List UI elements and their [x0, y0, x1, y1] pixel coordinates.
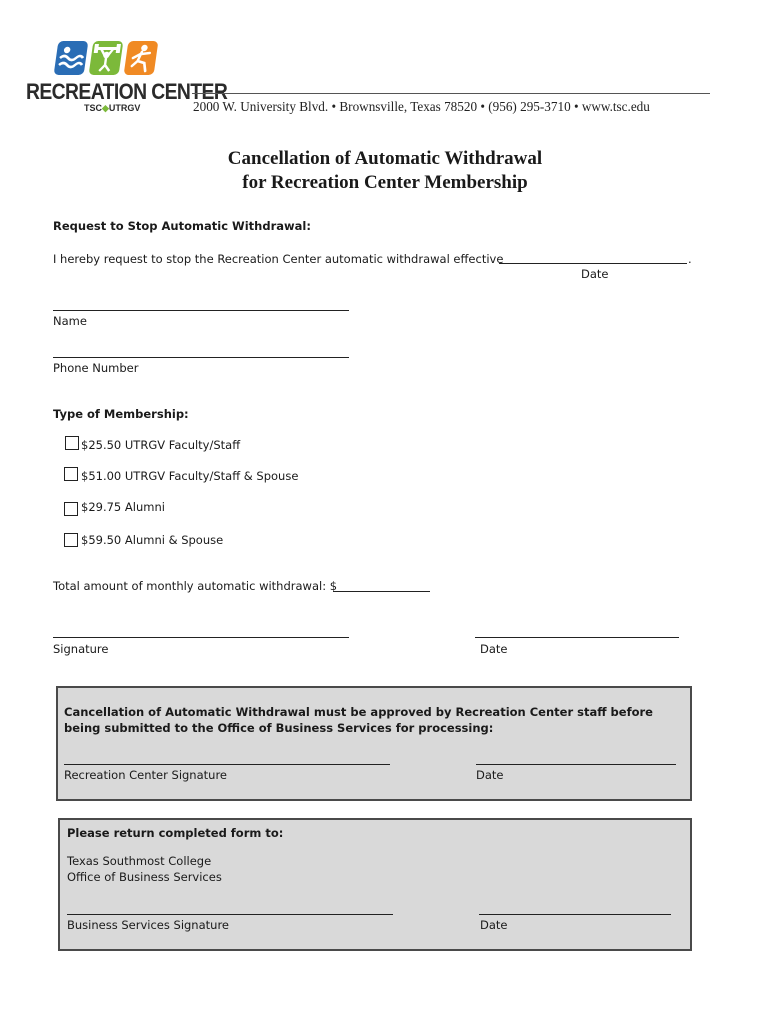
total-label: Total amount of monthly automatic withdrawal: $ [53, 579, 338, 593]
recreation-signature-label: Recreation Center Signature [64, 768, 227, 782]
total-amount-field[interactable] [333, 591, 430, 592]
approval-text: Cancellation of Automatic Withdrawal must be approved by Recreation Center staff before being submitted to the Office of Business Services for processing: [64, 705, 653, 735]
return-heading: Please return completed form to: [67, 826, 284, 840]
membership-option-alumni-spouse: $59.50 Alumni & Spouse [81, 533, 224, 547]
request-period: . [688, 252, 692, 266]
phone-field[interactable] [53, 357, 349, 358]
header-rule [192, 93, 710, 94]
signature-date-label: Date [480, 642, 508, 656]
effective-date-field[interactable] [499, 263, 687, 264]
membership-checkbox-alumni[interactable] [64, 502, 78, 516]
return-line2: Office of Business Services [67, 870, 222, 884]
signature-label: Signature [53, 642, 109, 656]
logo-sub-utrgv: UTRGV [108, 103, 141, 113]
membership-checkbox-alumni-spouse[interactable] [64, 533, 78, 547]
phone-label: Phone Number [53, 361, 139, 375]
membership-checkbox-faculty[interactable] [65, 436, 79, 450]
logo-subtitle [84, 103, 140, 114]
membership-checkbox-faculty-spouse[interactable] [64, 467, 78, 481]
logo-dot-icon: ◆ [102, 103, 109, 113]
name-label: Name [53, 314, 87, 328]
runner-icon [124, 41, 159, 75]
swimmer-icon [54, 41, 89, 75]
membership-option-faculty-spouse: $51.00 UTRGV Faculty/Staff & Spouse [81, 469, 299, 483]
header-address: 2000 W. University Blvd. • Brownsville, Texas 78520 • (956) 295-3710 • www.tsc.edu [193, 99, 650, 114]
form-title-line2: for Recreation Center Membership [242, 172, 528, 193]
logo-sub-tsc: TSC [84, 103, 102, 113]
membership-option-faculty: $25.50 UTRGV Faculty/Staff [81, 438, 241, 452]
request-sentence: I hereby request to stop the Recreation Center automatic withdrawal effective [53, 252, 504, 266]
recreation-date-label: Date [476, 768, 504, 782]
logo-wordmark: RECREATION CENTER [26, 79, 228, 104]
business-signature-field[interactable] [67, 914, 393, 915]
signature-date-field[interactable] [475, 637, 679, 638]
membership-option-alumni: $29.75 Alumni [81, 500, 165, 514]
membership-heading: Type of Membership: [53, 407, 189, 421]
recreation-date-field[interactable] [476, 764, 676, 765]
business-signature-label: Business Services Signature [67, 918, 229, 932]
return-line1: Texas Southmost College [67, 854, 212, 868]
request-heading: Request to Stop Automatic Withdrawal: [53, 219, 311, 233]
signature-field[interactable] [53, 637, 349, 638]
business-date-field[interactable] [479, 914, 671, 915]
approval-box [56, 686, 692, 801]
form-title-line1: Cancellation of Automatic Withdrawal [227, 148, 543, 169]
name-field[interactable] [53, 310, 349, 311]
business-date-label: Date [480, 918, 508, 932]
effective-date-label: Date [581, 267, 609, 281]
weightlifter-icon [89, 41, 124, 75]
recreation-signature-field[interactable] [64, 764, 390, 765]
return-box [58, 818, 692, 951]
